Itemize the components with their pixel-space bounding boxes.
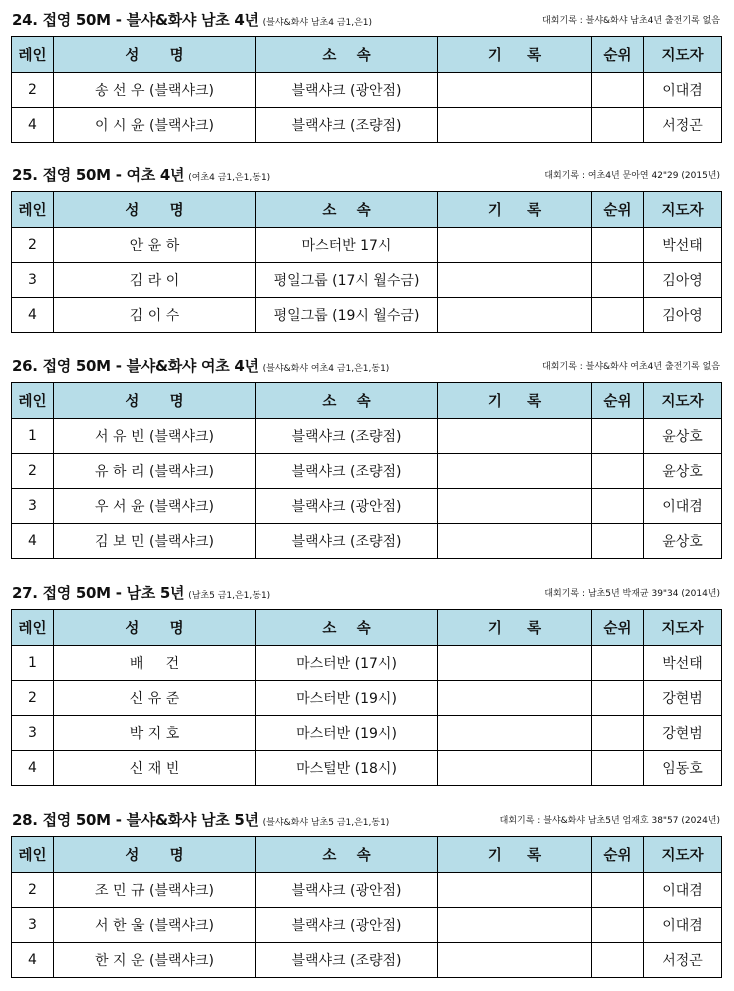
lane-cell: 2 — [12, 681, 54, 716]
table-row — [12, 943, 722, 978]
rank-cell — [592, 228, 644, 263]
event-header — [0, 348, 734, 380]
table-row — [12, 419, 722, 454]
rank-cell — [592, 298, 644, 333]
name-cell: 서 한 울 (블랙샤크) — [54, 908, 256, 943]
coach-header: 지도자 — [644, 837, 722, 873]
club-cell: 마스터반 (17시) — [256, 646, 438, 681]
club-cell: 블랙샤크 (조량점) — [256, 108, 438, 143]
coach-cell: 윤상호 — [644, 419, 722, 454]
rank-cell — [592, 108, 644, 143]
club-cell: 마스털반 (18시) — [256, 751, 438, 786]
rank-header: 순위 — [592, 837, 644, 873]
name-cell: 조 민 규 (블랙샤크) — [54, 873, 256, 908]
lane-header: 레인 — [12, 383, 54, 419]
club-cell: 블랙샤크 (광안점) — [256, 489, 438, 524]
event-name: 27. 접영 50M - 남초 5년 — [12, 584, 185, 602]
coach-header: 지도자 — [644, 37, 722, 73]
event-allocation: (남초5 금1,은1,동1) — [188, 591, 271, 601]
event-header — [0, 575, 734, 607]
lane-header: 레인 — [12, 37, 54, 73]
rank-cell — [592, 943, 644, 978]
record-cell — [438, 646, 592, 681]
event-name: 24. 접영 50M - 블샤&화샤 남초 4년 — [12, 11, 259, 29]
lane-cell: 2 — [12, 873, 54, 908]
heat-table — [11, 191, 722, 333]
coach-header: 지도자 — [644, 383, 722, 419]
name-cell: 김 이 수 — [54, 298, 256, 333]
heat-table — [11, 36, 722, 143]
coach-cell: 박선태 — [644, 646, 722, 681]
club-cell: 평일그룹 (17시 월수금) — [256, 263, 438, 298]
lane-cell: 4 — [12, 524, 54, 559]
event-allocation: (여초4 금1,은1,동1) — [188, 173, 271, 183]
coach-cell: 임동호 — [644, 751, 722, 786]
rank-cell — [592, 263, 644, 298]
meet-record: 대회기록 : 블샤&화샤 남초4년 출전기록 없음 — [542, 16, 720, 26]
lane-cell: 2 — [12, 454, 54, 489]
rank-header: 순위 — [592, 37, 644, 73]
club-cell: 블랙샤크 (조량점) — [256, 943, 438, 978]
name-cell: 김 라 이 — [54, 263, 256, 298]
lane-cell: 2 — [12, 73, 54, 108]
record-cell — [438, 298, 592, 333]
meet-record: 대회기록 : 블샤&화샤 남초5년 엄재호 38"57 (2024년) — [499, 816, 720, 826]
table-row — [12, 524, 722, 559]
club-header: 소 속 — [256, 37, 438, 73]
record-cell — [438, 524, 592, 559]
rank-cell — [592, 908, 644, 943]
lane-cell: 3 — [12, 489, 54, 524]
table-row — [12, 298, 722, 333]
name-cell: 배 건 — [54, 646, 256, 681]
rank-cell — [592, 524, 644, 559]
club-header: 소 속 — [256, 837, 438, 873]
rank-cell — [592, 751, 644, 786]
club-cell: 마스터반 (19시) — [256, 681, 438, 716]
name-cell: 송 선 우 (블랙샤크) — [54, 73, 256, 108]
coach-cell: 이대겸 — [644, 873, 722, 908]
record-cell — [438, 489, 592, 524]
lane-header: 레인 — [12, 610, 54, 646]
coach-cell: 김아영 — [644, 298, 722, 333]
club-cell: 평일그룹 (19시 월수금) — [256, 298, 438, 333]
record-cell — [438, 108, 592, 143]
event-block — [0, 2, 734, 134]
lane-cell: 1 — [12, 419, 54, 454]
record-cell — [438, 263, 592, 298]
rank-cell — [592, 716, 644, 751]
coach-cell: 이대겸 — [644, 908, 722, 943]
heat-table — [11, 382, 722, 559]
table-row — [12, 454, 722, 489]
rank-header: 순위 — [592, 383, 644, 419]
table-row — [12, 873, 722, 908]
name-cell: 신 재 빈 — [54, 751, 256, 786]
event-title — [12, 164, 270, 185]
table-row — [12, 908, 722, 943]
record-cell — [438, 681, 592, 716]
event-block — [0, 157, 734, 324]
club-header: 소 속 — [256, 192, 438, 228]
table-header-row — [12, 383, 722, 419]
table-row — [12, 228, 722, 263]
table-row — [12, 489, 722, 524]
name-cell: 박 지 호 — [54, 716, 256, 751]
name-cell: 한 지 운 (블랙샤크) — [54, 943, 256, 978]
name-cell: 김 보 민 (블랙샤크) — [54, 524, 256, 559]
record-cell — [438, 873, 592, 908]
event-name: 26. 접영 50M - 블샤&화샤 여초 4년 — [12, 357, 259, 375]
event-allocation: (블샤&화샤 남초5 금1,은1,동1) — [262, 818, 390, 828]
meet-record: 대회기록 : 여초4년 문아연 42"29 (2015년) — [544, 171, 720, 181]
record-header: 기 록 — [438, 383, 592, 419]
coach-cell: 김아영 — [644, 263, 722, 298]
coach-header: 지도자 — [644, 610, 722, 646]
table-row — [12, 108, 722, 143]
event-block — [0, 802, 734, 969]
table-row — [12, 646, 722, 681]
name-header: 성 명 — [54, 610, 256, 646]
club-header: 소 속 — [256, 610, 438, 646]
coach-cell: 윤상호 — [644, 524, 722, 559]
table-row — [12, 73, 722, 108]
club-cell: 블랙샤크 (광안점) — [256, 73, 438, 108]
record-header: 기 록 — [438, 837, 592, 873]
event-title — [12, 809, 389, 830]
record-header: 기 록 — [438, 192, 592, 228]
coach-cell: 이대겸 — [644, 73, 722, 108]
event-block — [0, 575, 734, 777]
coach-cell: 서정곤 — [644, 108, 722, 143]
lane-header: 레인 — [12, 192, 54, 228]
lane-cell: 3 — [12, 263, 54, 298]
lane-header: 레인 — [12, 837, 54, 873]
coach-cell: 윤상호 — [644, 454, 722, 489]
rank-cell — [592, 419, 644, 454]
event-allocation: (블샤&화샤 여초4 금1,은1,동1) — [262, 364, 390, 374]
event-block — [0, 348, 734, 550]
record-cell — [438, 228, 592, 263]
meet-record: 대회기록 : 남초5년 박재균 39"34 (2014년) — [544, 589, 720, 599]
record-cell — [438, 716, 592, 751]
name-header: 성 명 — [54, 37, 256, 73]
rank-cell — [592, 489, 644, 524]
coach-cell: 이대겸 — [644, 489, 722, 524]
rank-header: 순위 — [592, 610, 644, 646]
record-cell — [438, 908, 592, 943]
table-header-row — [12, 610, 722, 646]
heat-table — [11, 836, 722, 978]
table-header-row — [12, 37, 722, 73]
lane-cell: 1 — [12, 646, 54, 681]
coach-header: 지도자 — [644, 192, 722, 228]
event-name: 28. 접영 50M - 블샤&화샤 남초 5년 — [12, 811, 259, 829]
club-cell: 블랙샤크 (조량점) — [256, 524, 438, 559]
record-cell — [438, 419, 592, 454]
record-cell — [438, 751, 592, 786]
club-cell: 마스터반 (19시) — [256, 716, 438, 751]
lane-cell: 4 — [12, 298, 54, 333]
name-cell: 서 유 빈 (블랙샤크) — [54, 419, 256, 454]
table-row — [12, 681, 722, 716]
name-header: 성 명 — [54, 383, 256, 419]
event-header — [0, 157, 734, 189]
rank-cell — [592, 73, 644, 108]
club-cell: 블랙샤크 (광안점) — [256, 873, 438, 908]
record-header: 기 록 — [438, 37, 592, 73]
meet-record: 대회기록 : 블샤&화샤 여초4년 출전기록 없음 — [542, 362, 720, 372]
table-row — [12, 751, 722, 786]
coach-cell: 강현범 — [644, 681, 722, 716]
club-header: 소 속 — [256, 383, 438, 419]
event-header — [0, 2, 734, 34]
name-cell: 우 서 윤 (블랙샤크) — [54, 489, 256, 524]
event-title — [12, 582, 270, 603]
name-cell: 안 윤 하 — [54, 228, 256, 263]
rank-cell — [592, 646, 644, 681]
table-row — [12, 716, 722, 751]
coach-cell: 박선태 — [644, 228, 722, 263]
table-header-row — [12, 837, 722, 873]
rank-cell — [592, 454, 644, 489]
record-cell — [438, 73, 592, 108]
table-row — [12, 263, 722, 298]
event-header — [0, 802, 734, 834]
club-cell: 마스터반 17시 — [256, 228, 438, 263]
event-allocation: (블샤&화샤 남초4 금1,은1) — [262, 18, 373, 28]
lane-cell: 3 — [12, 716, 54, 751]
heat-table — [11, 609, 722, 786]
name-header: 성 명 — [54, 837, 256, 873]
name-cell: 신 유 준 — [54, 681, 256, 716]
event-name: 25. 접영 50M - 여초 4년 — [12, 166, 185, 184]
record-header: 기 록 — [438, 610, 592, 646]
coach-cell: 서정곤 — [644, 943, 722, 978]
name-header: 성 명 — [54, 192, 256, 228]
rank-cell — [592, 681, 644, 716]
lane-cell: 4 — [12, 108, 54, 143]
event-title — [12, 355, 389, 376]
lane-cell: 4 — [12, 751, 54, 786]
table-header-row — [12, 192, 722, 228]
rank-cell — [592, 873, 644, 908]
club-cell: 블랙샤크 (조량점) — [256, 454, 438, 489]
record-cell — [438, 454, 592, 489]
record-cell — [438, 943, 592, 978]
lane-cell: 2 — [12, 228, 54, 263]
club-cell: 블랙샤크 (조량점) — [256, 419, 438, 454]
rank-header: 순위 — [592, 192, 644, 228]
coach-cell: 강현범 — [644, 716, 722, 751]
name-cell: 이 시 윤 (블랙샤크) — [54, 108, 256, 143]
event-title — [12, 9, 372, 30]
name-cell: 유 하 리 (블랙샤크) — [54, 454, 256, 489]
lane-cell: 4 — [12, 943, 54, 978]
lane-cell: 3 — [12, 908, 54, 943]
club-cell: 블랙샤크 (광안점) — [256, 908, 438, 943]
